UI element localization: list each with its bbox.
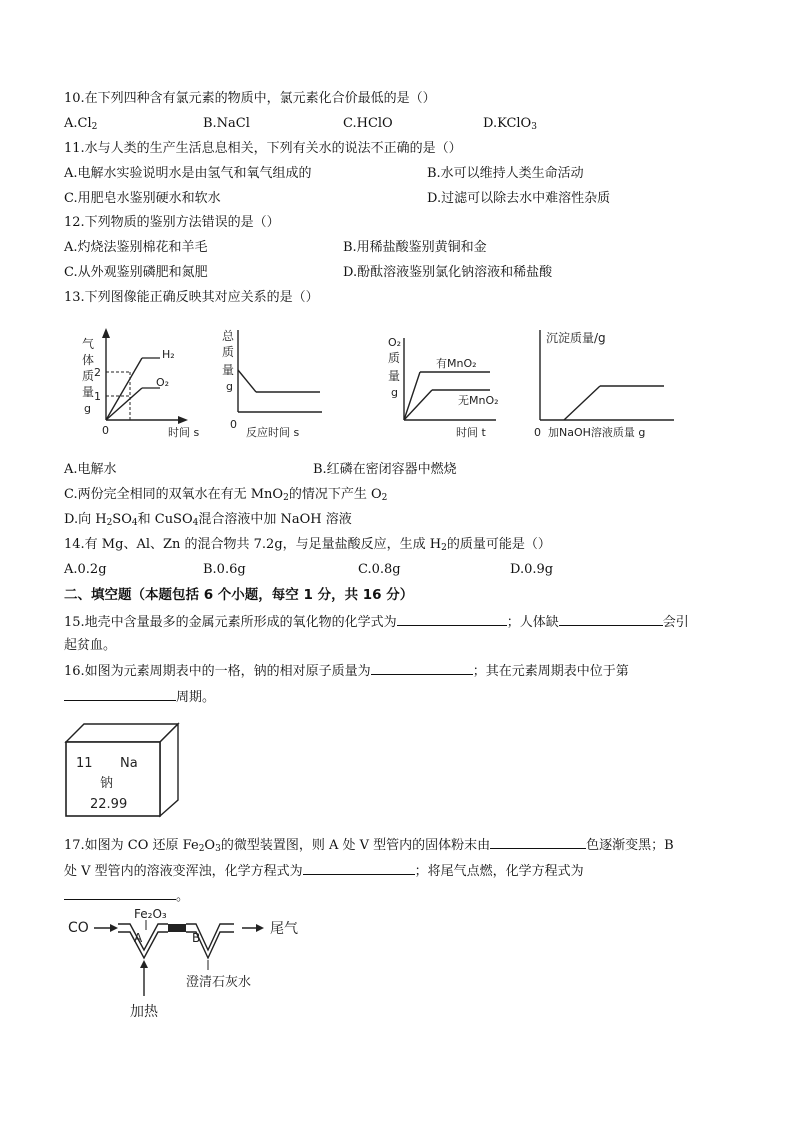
q12-option-a: A.灼烧法鉴别棉花和羊毛	[64, 240, 208, 255]
q10-option-a: $A.Cl_2$	[64, 116, 98, 132]
q15-blank-2[interactable]	[559, 611, 663, 626]
g3-ylabel-4: g	[391, 386, 398, 399]
q17-line2: 处 V 型管内的溶液变浑浊，化学方程式为 ；将尾气点燃，化学方程式为	[64, 860, 584, 880]
q16-line1: 16.如图为元素周期表中的一格，钠的相对原子质量为 ；其在元素周期表中位于第	[64, 660, 629, 680]
label-a: A	[134, 931, 143, 945]
g3-ylabel-1: O₂	[388, 336, 402, 349]
g2-ylabel-2: 质	[222, 345, 235, 359]
g4-xlabel: 加NaOH溶液质量 g	[548, 426, 646, 439]
cell-symbol: Na	[120, 756, 138, 771]
q17-blank-1[interactable]	[490, 834, 586, 849]
g1-legend-o2: O₂	[156, 376, 170, 389]
q13-graphs	[70, 312, 730, 452]
g3-xlabel: 时间 t	[456, 426, 486, 439]
q17-line1: 17.如图为 CO 还原 $Fe_2O_3$的微型装置图，则 A 处 V 型管内的固体粉末由 色逐渐变黑；B	[64, 834, 674, 854]
q15-line1: 15.地壳中含量最多的金属元素所形成的氧化物的化学式为 ；人体缺 会引	[64, 611, 689, 631]
g2-ylabel-1: 总	[222, 329, 235, 343]
g1-ylabel-1: 气	[82, 337, 95, 351]
q14-option-d: D.0.9g	[510, 562, 554, 577]
q16-line2: 周期。	[64, 686, 215, 706]
g1-tick-1: 1	[94, 390, 101, 403]
g1-ylabel-3: 质	[82, 369, 95, 383]
q10-stem: 10.在下列四种含有氯元素的物质中，氯元素化合价最低的是（）	[64, 91, 436, 106]
q14-option-b: B.0.6g	[203, 562, 246, 577]
cell-name: 钠	[100, 776, 114, 791]
cell-atomic-mass: 22.99	[90, 797, 128, 812]
g1-ylabel-4: 量	[82, 385, 95, 399]
graph-electrolysis	[82, 328, 199, 439]
q11-option-c: C.用肥皂水鉴别硬水和软水	[64, 191, 221, 206]
g4-ylabel: 沉淀质量/g	[546, 331, 606, 345]
q14-option-a: A.0.2g	[64, 562, 107, 577]
q17-line3: 。	[64, 885, 189, 905]
q10-option-c: C.HClO	[343, 116, 393, 131]
q13-option-c: C.两份完全相同的双氧水在有无 MnO$_2$的情况下产生 $O_2$	[64, 487, 388, 503]
section-heading-fill-in: 二、填空题（本题包括 6 个小题，每空 1 分，共 16 分）	[64, 587, 414, 603]
q17-blank-2[interactable]	[303, 860, 415, 875]
g1-origin: 0	[102, 424, 109, 437]
graph-precipitate	[534, 330, 674, 439]
g4-origin: 0	[534, 426, 541, 439]
q11-stem: 11.水与人类的生产生活息息相关，下列有关水的说法不正确的是（）	[64, 141, 462, 156]
q14-stem: 14.有 Mg、Al、Zn 的混合物共 7.2g，与足量盐酸反应，生成 $H_2$的质量可能是（）	[64, 537, 551, 553]
q13-stem: 13.下列图像能正确反映其对应关系的是（）	[64, 290, 319, 305]
q12-option-b: B.用稀盐酸鉴别黄铜和金	[343, 240, 487, 255]
label-heat: 加热	[130, 1004, 158, 1020]
g1-ylabel-2: 体	[82, 353, 95, 367]
q16-blank-1[interactable]	[371, 660, 473, 675]
g1-tick-2: 2	[94, 366, 101, 379]
q10-option-b: B.NaCl	[203, 116, 250, 131]
g3-ylabel-3: 量	[388, 369, 401, 383]
q10-option-d: D.KClO$_3$	[483, 116, 537, 132]
g2-xlabel: 反应时间 s	[246, 426, 300, 439]
g3-ylabel-2: 质	[388, 351, 401, 365]
label-fe2o3: Fe₂O₃	[134, 907, 167, 921]
g3-legend-with: 有MnO₂	[436, 357, 477, 370]
q12-option-d: D.酚酞溶液鉴别氯化钠溶液和稀盐酸	[343, 265, 553, 280]
graph-phosphorus	[222, 329, 322, 439]
q11-option-d: D.过滤可以除去水中难溶性杂质	[427, 191, 611, 206]
cell-atomic-number: 11	[76, 756, 93, 771]
q12-option-c: C.从外观鉴别磷肥和氮肥	[64, 265, 208, 280]
g3-legend-without: 无MnO₂	[458, 394, 499, 407]
label-b: B	[192, 931, 201, 945]
label-tail-gas: 尾气	[270, 921, 298, 937]
co-reduction-apparatus	[64, 904, 354, 1024]
periodic-cell-sodium	[62, 720, 182, 820]
label-co: CO	[68, 920, 89, 936]
label-limewater: 澄清石灰水	[186, 975, 252, 990]
q16-blank-2[interactable]	[64, 686, 176, 701]
q12-stem: 12.下列物质的鉴别方法错误的是（）	[64, 215, 280, 230]
q11-option-a: A.电解水实验说明水是由氢气和氧气组成的	[64, 166, 312, 181]
q14-option-c: C.0.8g	[358, 562, 401, 577]
q13-option-b: B.红磷在密闭容器中燃烧	[313, 462, 457, 477]
g2-ylabel-4: g	[226, 380, 233, 393]
q15-line2: 起贫血。	[64, 638, 117, 653]
q13-option-a: A.电解水	[64, 462, 117, 477]
graph-hydrogen-peroxide	[388, 336, 499, 439]
g1-xlabel: 时间 s	[168, 426, 200, 439]
q17-blank-3[interactable]	[64, 885, 176, 900]
g1-ylabel-5: g	[84, 402, 91, 415]
q11-option-b: B.水可以维持人类生命活动	[427, 166, 584, 181]
g2-ylabel-3: 量	[222, 363, 235, 377]
q15-blank-1[interactable]	[397, 611, 507, 626]
g1-legend-h2: H₂	[162, 348, 175, 361]
q13-option-d: D.向 $H_2SO_4$和 CuSO$_4$混合溶液中加 NaOH 溶液	[64, 512, 352, 528]
g2-origin: 0	[230, 418, 237, 431]
